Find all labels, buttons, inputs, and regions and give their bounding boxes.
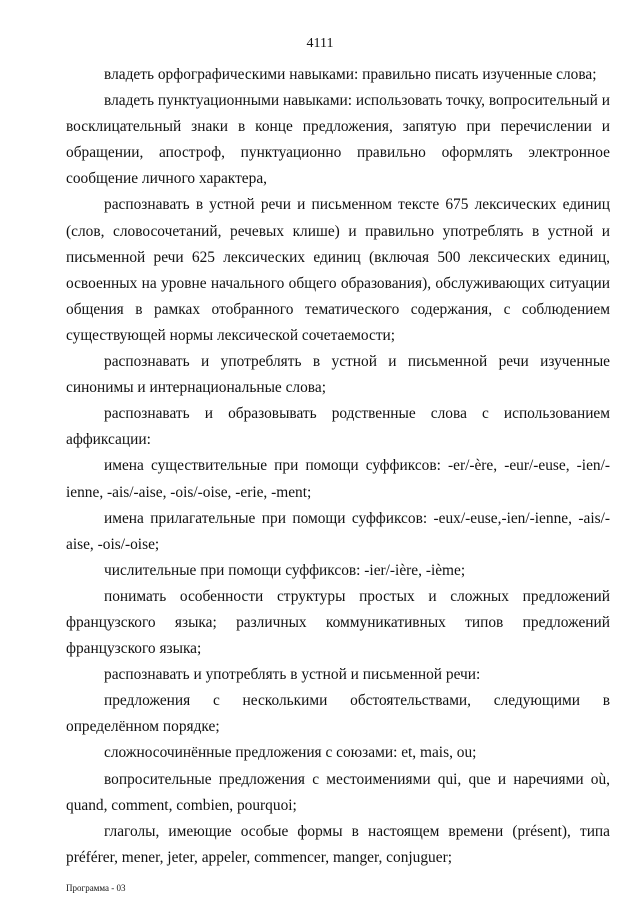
- paragraph: владеть пунктуационными навыками: использовать точку, вопросительный и восклицательный знаки в конце предложения, запятую при перечислении и обращении, апостроф, пунктуационно правильно оформлять электронное сообщение личного характера,: [66, 92, 610, 188]
- footer-label: Программа - 03: [66, 883, 126, 893]
- paragraph: имена существительные при помощи суффиксов: -er/-ère, -eur/-euse, -ien/-ienne, -ais/-aise, -ois/-oise, -erie, -ment;: [66, 457, 610, 501]
- paragraph: распознавать и образовывать родственные слова с использованием аффиксации:: [66, 405, 610, 449]
- paragraph: предложения с несколькими обстоятельствами, следующими в определённом порядке;: [66, 692, 610, 736]
- paragraph: сложносочинённые предложения с союзами: et, mais, ou;: [104, 744, 477, 762]
- paragraph: владеть орфографическими навыками: правильно писать изученные слова;: [104, 66, 597, 83]
- paragraph: имена прилагательные при помощи суффиксов: -eux/-euse,-ien/-ienne, -ais/-aise, -ois/-oise;: [66, 509, 610, 553]
- paragraph: глаголы, имеющие особые формы в настоящем времени (présent), типа préférer, mener, jeter, appeler, commencer, manger, conjuguer;: [66, 822, 610, 866]
- paragraph: распознавать и употреблять в устной и письменной речи:: [104, 666, 481, 684]
- paragraph: распознавать и употреблять в устной и письменной речи изученные синонимы и интернациональные слова;: [66, 353, 610, 397]
- page-number: 4111: [306, 36, 334, 51]
- paragraph: понимать особенности структуры простых и сложных предложений французского языка; различных коммуникативных типов предложений французского языка;: [66, 587, 610, 658]
- body-text: [66, 62, 610, 871]
- paragraph: распознавать в устной речи и письменном тексте 675 лексических единиц (слов, словосочетаний, речевых клише) и правильно употреблять в устной и письменной речи 625 лексических единиц (включая 500 лексических единиц, освоенных на уровне начального общего образования), обслуживающих ситуации общения в рамках отобранного тематического содержания, с соблюдением существующей нормы лексической сочетаемости;: [66, 196, 610, 344]
- paragraph: вопросительные предложения с местоимениями qui, que и наречиями où, quand, comment, combien, pourquoi;: [66, 770, 610, 814]
- paragraph: числительные при помощи суффиксов: -ier/-ière, -ième;: [104, 561, 466, 579]
